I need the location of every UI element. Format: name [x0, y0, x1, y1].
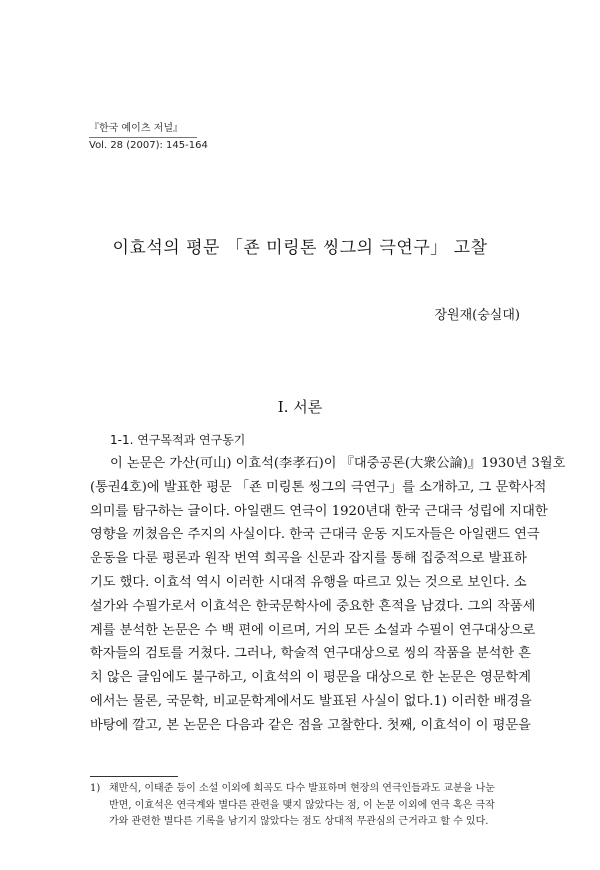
footnote-text: 채만식, 이태준 등이 소설 이외에 희곡도 다수 발표하며 현장의 연극인들과도 교분을 나눈: [109, 783, 495, 794]
author-affiliation: 장원재(숭실대): [434, 308, 520, 323]
body-line: 기도 했다. 이효석 역시 이러한 시대적 유행을 따르고 있는 것으로 보인다. 소: [90, 574, 527, 590]
footnote-mark: 1): [90, 783, 101, 794]
body-line: 치 않은 글임에도 불구하고, 이효석의 이 평문을 대상으로 한 논문은 영문학계: [90, 670, 532, 686]
footnote-rule: [90, 776, 178, 777]
paper-title: 이효석의 평문 「죤 미링톤 씽그의 극연구」 고찰: [112, 238, 488, 258]
footnote: [90, 781, 530, 831]
body-line: 학자들의 검토를 거쳤다. 그러나, 학술적 연구대상으로 씽의 작품을 분석한 흔: [90, 646, 532, 662]
section-heading: I. 서론: [277, 398, 323, 416]
body-line: 설가와 수필가로서 이효석은 한국문학사에 중요한 흔적을 남겼다. 그의 작품세: [90, 598, 536, 614]
body-line: 운동을 다룬 평론과 원작 번역 희곡을 신문과 잡지를 통해 집중적으로 발표하: [90, 551, 527, 567]
journal-header: [89, 122, 208, 153]
journal-name: 『한국 예이츠 저널』: [89, 123, 183, 134]
header-rule: [89, 137, 197, 138]
footnote-line: [90, 781, 530, 798]
footnote-line: 가와 관련한 별다른 기록을 남기지 않았다는 점도 상대적 무관심의 근거라고 할 수 있다.: [109, 816, 489, 827]
body-paragraph: [90, 452, 566, 738]
journal-volume: Vol. 28 (2007): 145-164: [89, 140, 208, 151]
body-line: 영향을 끼쳤음은 주지의 사실이다. 한국 근대극 운동 지도자들은 아일랜드 연극: [90, 527, 540, 543]
body-line: 이 논문은 가산(可山) 이효석(李孝石)이 『대중공론(大衆公論)』1930년 3월호: [110, 456, 566, 471]
footnote-line: 반면, 이효석은 연극계와 별다른 관련을 맺지 않았다는 점, 이 논문 이외에 연극 혹은 극작: [109, 799, 495, 811]
subsection-heading: 1-1. 연구목적과 연구동기: [110, 433, 246, 447]
body-line: 계를 분석한 논문은 수 백 편에 이르며, 거의 모든 소설과 수필이 연구대상으로: [90, 622, 536, 638]
body-line: 의미를 탐구하는 글이다. 아일랜드 연극이 1920년대 한국 근대극 성립에 지대한: [90, 503, 548, 519]
body-line: 에서는 물론, 국문학, 비교문학계에서도 발표된 사실이 없다.1) 이러한 배경을: [90, 693, 532, 709]
body-line: (통권4호)에 발표한 평문 「죤 미링톤 씽그의 극연구」를 소개하고, 그 문학사적: [90, 479, 547, 495]
body-line: 바탕에 깔고, 본 논문은 다음과 같은 점을 고찰한다. 첫째, 이효석이 이 평문을: [90, 717, 531, 733]
